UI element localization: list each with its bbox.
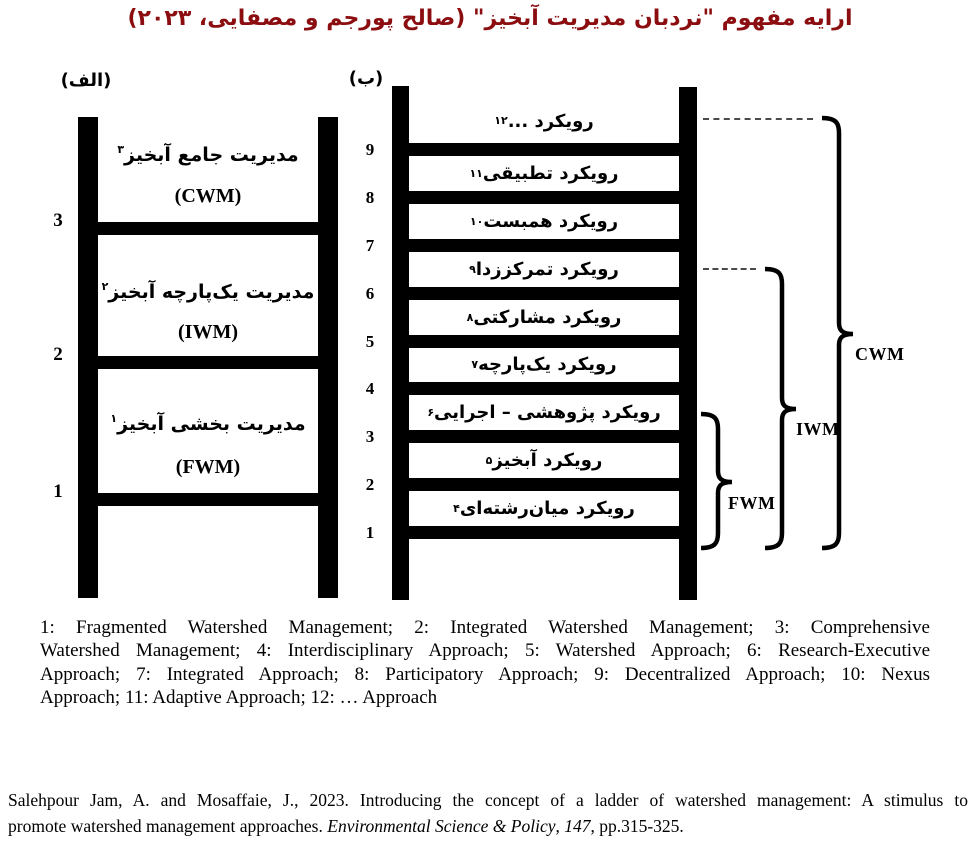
ladder-b-rung-9	[392, 143, 697, 156]
ladder-b-rung-number-3: 3	[365, 427, 375, 446]
ladder-a-rung-number-3: 3	[53, 210, 63, 231]
ladder-b-row-nexus: رویکرد همبست ۱۰	[469, 211, 619, 232]
ladder-b-rung-3	[392, 430, 697, 443]
ladder-b-row-adaptive: رویکرد تطبیقی ۱۱	[469, 163, 619, 184]
ladder-a-rung-2	[78, 356, 338, 369]
ladder-b-rung-number-1: 1	[365, 523, 375, 542]
ladder-b-rung-5	[392, 335, 697, 348]
approach-label: رویکرد یک‌پارچه	[478, 354, 617, 375]
ladder-b-rung-2	[392, 478, 697, 491]
ladder-b-rung-4	[392, 382, 697, 395]
section-superscript: ۲	[101, 280, 109, 293]
ladder-a-rung-3	[78, 222, 338, 235]
ladder-a-label: (الف)	[60, 70, 112, 91]
reference-line-2	[8, 813, 968, 839]
approach-label: رویکرد تمرکززدا	[475, 259, 619, 280]
ladder-a-section-cwm-abbr: (CWM)	[174, 185, 242, 207]
ladder-b-row-decentralized: رویکرد تمرکززدا ۹	[469, 259, 619, 280]
ladder-a-section-iwm-abbr: (IWM)	[178, 321, 238, 343]
ladder-a-rung-1	[78, 493, 338, 506]
ladder-a-section-cwm-name	[98, 144, 318, 166]
reference-separator: ,	[555, 816, 565, 836]
approach-label: رویکرد پژوهشی – اجرایی	[434, 402, 661, 423]
ladder-b-rung-number-9: 9	[365, 140, 375, 159]
section-name-text: مدیریت یک‌پارچه آبخیز	[108, 281, 315, 303]
ladder-b-rung-number-8: 8	[365, 188, 375, 207]
caption-line-2: Watershed Management; 4: Interdisciplinary Approach; 5: Watershed Approach; 6: Research-Executive	[40, 640, 930, 662]
ladder-b-rung-7	[392, 239, 697, 252]
ladder-b-rung-number-7: 7	[365, 236, 375, 255]
ladder-b-row-participatory: رویکرد مشارکتی ۸	[466, 307, 622, 328]
journal-volume: 147	[564, 816, 591, 836]
approach-label: رویکرد مشارکتی	[473, 307, 622, 328]
reference-pages: , pp.315-325.	[590, 816, 684, 836]
section-name-text: مدیریت بخشی آبخیز	[117, 413, 306, 435]
ladder-b-rung-6	[392, 287, 697, 300]
ladder-a-section-fwm-abbr: (FWM)	[175, 456, 241, 478]
ladder-b-rung-8	[392, 191, 697, 204]
ladder-b-row-integrated: رویکرد یک‌پارچه ۷	[471, 354, 617, 375]
approach-label: رویکرد ...	[507, 110, 594, 132]
caption-line-3: Approach; 7: Integrated Approach; 8: Participatory Approach; 9: Decentralized Approach; 10: Nexus	[40, 663, 930, 685]
reference-line-1: Salehpour Jam, A. and Mosaffaie, J., 2023. Introducing the concept of a ladder of watershed management: A stimulus to	[8, 790, 968, 810]
caption-line-4: Approach; 11: Adaptive Approach; 12: … Approach	[40, 686, 438, 708]
fwm-brace	[701, 414, 732, 548]
iwm-bracket-label: IWM	[796, 419, 840, 439]
approach-label: رویکرد همبست	[483, 211, 619, 232]
reference-citation	[8, 787, 968, 839]
section-name-text: مدیریت جامع آبخیز	[124, 144, 299, 166]
ladder-b-rung-1	[392, 526, 697, 539]
ladder-b-rung-number-2: 2	[365, 475, 375, 494]
reference-text: promote watershed management approaches.	[8, 816, 328, 836]
figure-title: ارایه مفهوم "نردبان مدیریت آبخیز" (صالح پورجم و مصفایی، ۲۰۲۳)	[127, 6, 853, 31]
ladder-b-row-approach-12: رویکرد ... ۱۲	[494, 110, 594, 132]
approach-label: رویکرد تطبیقی	[482, 163, 619, 184]
approach-label: رویکرد میان‌رشته‌ای	[459, 498, 635, 519]
ladder-b-row-research-executive: رویکرد پژوهشی – اجرایی ۶	[427, 402, 661, 423]
caption-line-1: 1: Fragmented Watershed Management; 2: Integrated Watershed Management; 3: Comprehensive	[40, 617, 930, 638]
fwm-bracket-label: FWM	[728, 493, 776, 513]
ladder-b-row-interdisciplinary: رویکرد میان‌رشته‌ای ۴	[453, 498, 635, 519]
section-superscript: ۳	[117, 143, 125, 156]
journal-name: Environmental Science & Policy	[327, 816, 556, 836]
ladder-b-rung-number-4: 4	[365, 379, 375, 398]
ladder-a-rung-number-1: 1	[53, 481, 63, 502]
ladder-b-rung-number-5: 5	[365, 332, 375, 351]
ladder-b-label: (ب)	[348, 68, 384, 89]
approach-label: رویکرد آبخیز	[492, 450, 603, 471]
section-superscript: ۱	[110, 412, 118, 425]
ladder-a-section-fwm-name	[98, 413, 318, 435]
ladder-b-row-watershed: رویکرد آبخیز ۵	[485, 450, 603, 471]
cwm-brace	[822, 118, 853, 548]
figure-caption	[40, 616, 930, 709]
ladder-a-section-iwm-name	[98, 281, 318, 303]
cwm-bracket-label: CWM	[855, 344, 905, 364]
ladder-a-rung-number-2: 2	[53, 344, 63, 365]
ladder-b-rung-number-6: 6	[365, 284, 375, 303]
